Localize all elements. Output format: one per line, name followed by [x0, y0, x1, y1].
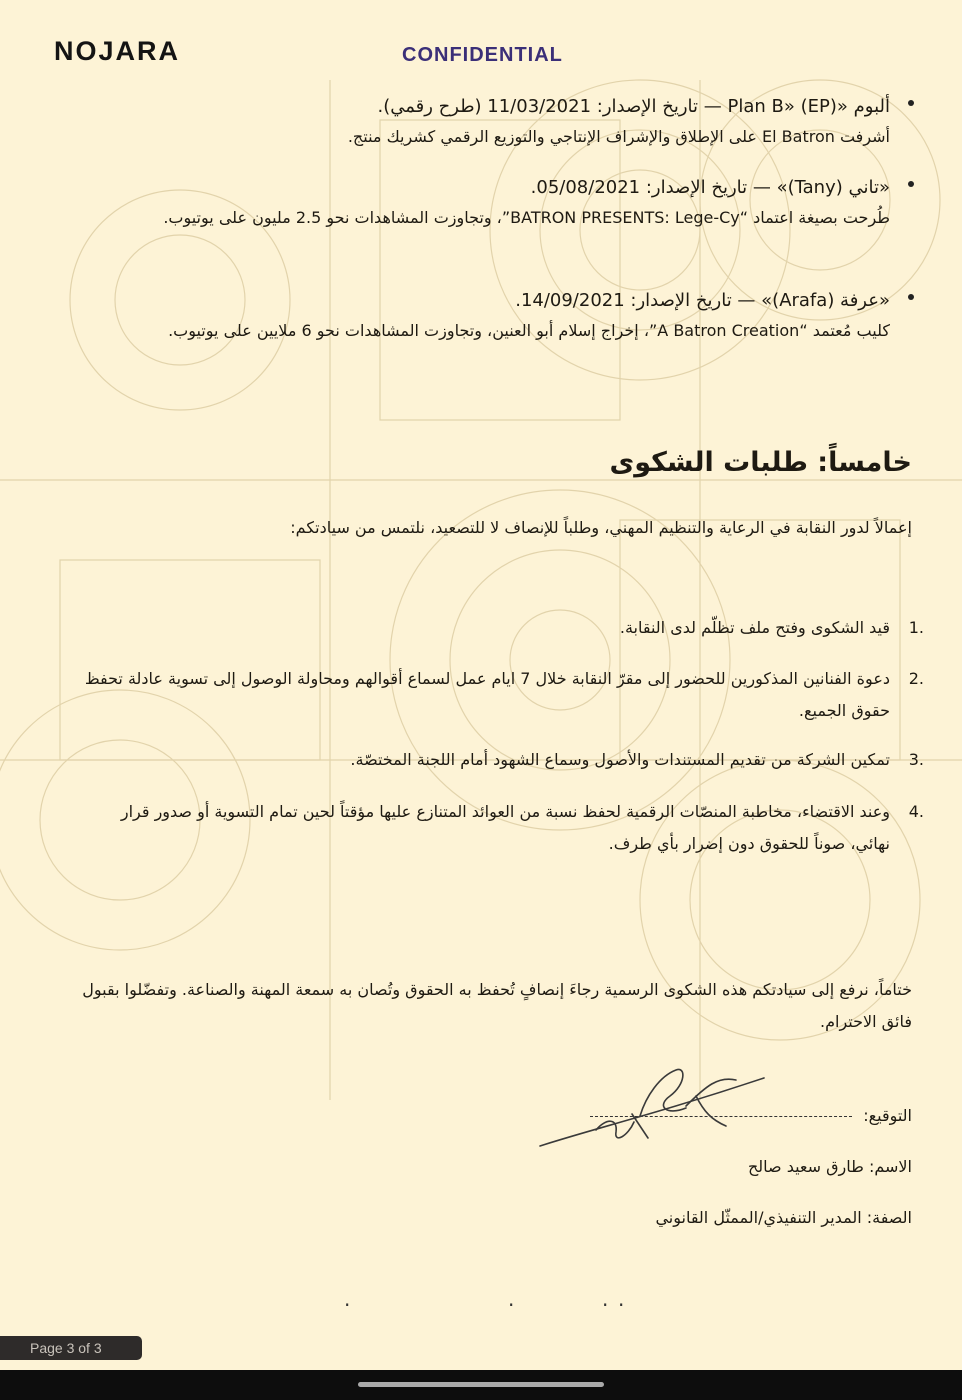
- release-item: [60, 92, 890, 152]
- request-number: 2.: [908, 669, 924, 688]
- title-label: الصفة:: [866, 1208, 912, 1227]
- request-item: [82, 612, 924, 644]
- request-number: 1.: [908, 618, 924, 637]
- release-description: أشرفت El Batron على الإطلاق والإشراف الإنتاجي والتوزيع الرقمي كشريك منتج.: [347, 127, 890, 146]
- release-heading: ألبوم «(EP) «Plan B — تاريخ الإصدار: 11/03/2021 (طرح رقمي).: [377, 96, 890, 117]
- signer-name: طارق سعيد صالح: [747, 1157, 864, 1176]
- release-heading: «عرفة (Arafa)» — تاريخ الإصدار: 14/09/2021.: [515, 290, 890, 311]
- dot-mark: ·: [618, 1293, 625, 1317]
- signer-title: المدير التنفيذي/الممثّل القانوني: [655, 1208, 862, 1227]
- release-description: طُرحت بصيغة اعتماد “BATRON PRESENTS: Lege-Cy”، وتجاوزت المشاهدات نحو 2.5 مليون على يوتيوب.: [163, 208, 890, 227]
- request-number: 3.: [908, 750, 924, 769]
- release-item: [60, 173, 890, 233]
- handwritten-signature: [536, 1056, 776, 1156]
- request-item: [82, 663, 924, 727]
- request-text: وعند الاقتضاء، مخاطبة المنصّات الرقمية لحفظ نسبة من العوائد المتنازع عليها مؤقتاً لحين تمام التسوية أو صدور قرار نهائي، صوناً للحقوق دون إضرار بأي طرف.: [120, 802, 890, 853]
- bullet-icon: [908, 181, 914, 187]
- release-description: كليب مُعتمد “A Batron Creation”، إخراج إسلام أبو العنين، وتجاوزت المشاهدات نحو 6 ملايين على يوتيوب.: [168, 321, 890, 340]
- home-indicator[interactable]: [358, 1382, 604, 1387]
- release-heading: «تاني (Tany)» — تاريخ الإصدار: 05/08/2021.: [530, 177, 890, 198]
- request-text: دعوة الفنانين المذكورين للحضور إلى مقرّ النقابة خلال 7 ايام عمل لسماع أقوالهم ومحاولة الوصول إلى تسوية عادلة تحفظ حقوق الجميع.: [84, 669, 890, 720]
- section-title: خامساً: طلبات الشكوى: [609, 447, 912, 478]
- name-row: [748, 1157, 912, 1176]
- request-text: تمكين الشركة من تقديم المستندات والأصول وسماع الشهود أمام اللجنة المختصّة.: [350, 750, 890, 769]
- dot-mark: ·: [602, 1293, 609, 1317]
- page-indicator: Page 3 of 3: [0, 1336, 142, 1360]
- confidential-label: CONFIDENTIAL: [402, 44, 563, 66]
- request-item: [82, 796, 924, 860]
- bullet-icon: [908, 100, 914, 106]
- dot-mark: ·: [508, 1293, 515, 1317]
- signature-label: التوقيع:: [863, 1106, 912, 1125]
- request-item: [82, 744, 924, 776]
- release-item: [60, 286, 890, 346]
- company-logo: NOJARA: [54, 36, 181, 66]
- title-row: [655, 1208, 912, 1227]
- dot-mark: ·: [344, 1293, 351, 1317]
- section-intro: إعمالاً لدور النقابة في الرعاية والتنظيم المهني، وطلباً للإنصاف لا للتصعيد، نلتمس من سيادتكم:: [290, 518, 912, 537]
- request-number: 4.: [908, 802, 924, 821]
- request-text: قيد الشكوى وفتح ملف تظلّم لدى النقابة.: [619, 618, 890, 637]
- bullet-icon: [908, 294, 914, 300]
- closing-paragraph: ختاماً، نرفع إلى سيادتكم هذه الشكوى الرسمية رجاءَ إنصافٍ تُحفظ به الحقوق وتُصان به سمعة المهنة والصناعة. وتفضّلوا بقبول فائق الاحترام.: [82, 980, 912, 1031]
- name-label: الاسم:: [868, 1157, 912, 1176]
